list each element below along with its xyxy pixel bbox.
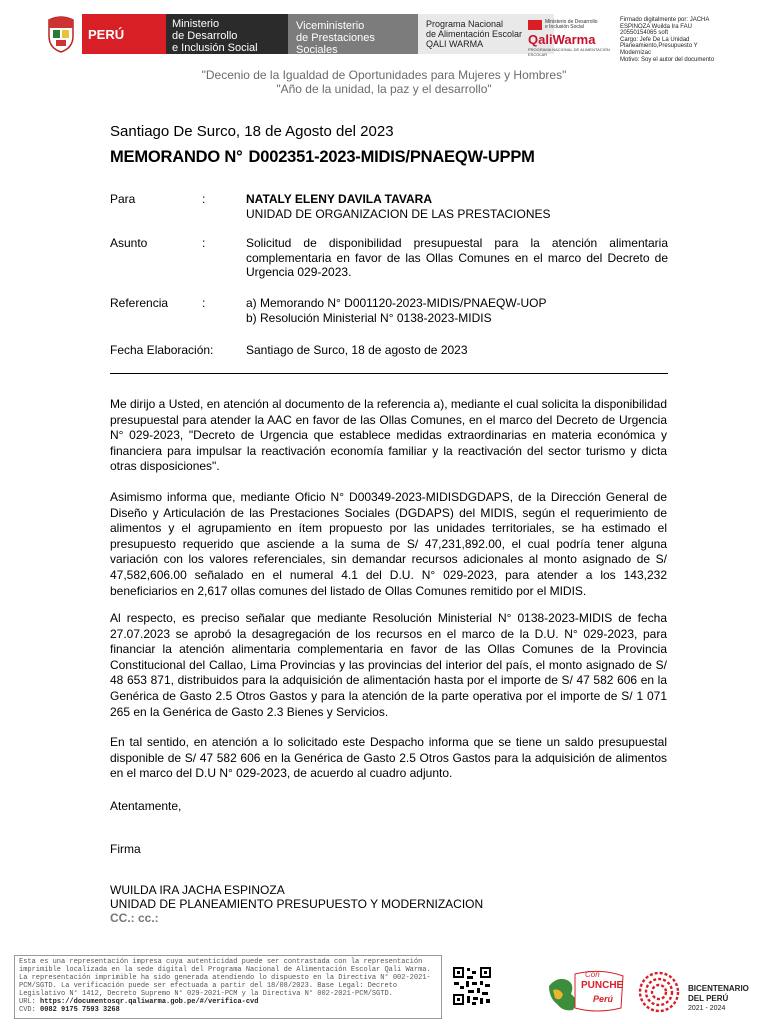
qaliwarma-logo (528, 19, 614, 57)
anio-text: "Año de la unidad, la paz y el desarrollo" (276, 82, 492, 96)
field-referencia (110, 296, 670, 326)
institution-header (44, 14, 554, 54)
firma-label: Firma (110, 842, 141, 856)
sig-line-2: ESPINOZA Wuilda Ira FAU (620, 23, 692, 30)
para-label: Para (110, 192, 136, 206)
bicentenario-text (688, 984, 749, 1014)
con-punche-peru-logo (545, 968, 627, 1014)
field-fecha (110, 343, 670, 359)
qw-mini-line-2: e Inclusión Social (545, 24, 584, 30)
verification-url[interactable]: https://documentosqr.qaliwarma.gob.pe/#/verifica-cvd (40, 998, 259, 1006)
signer-unit: UNIDAD DE PLANEAMIENTO PRESUPUESTO Y MODERNIZACION (110, 897, 484, 911)
ministry-line-1: Ministerio (172, 18, 220, 30)
sig-line-5: Planeamiento,Presupuesto Y (620, 43, 698, 50)
punche-peru: Perú (593, 994, 614, 1004)
para-name: NATALY ELENY DAVILA TAVARA (246, 192, 433, 206)
program-line-2: de Alimentación Escolar (426, 29, 523, 39)
sig-line-1: Firmado digitalmente por: JACHA (620, 17, 710, 23)
bicentenario-emblem-icon (632, 970, 686, 1014)
para-colon: : (202, 192, 206, 206)
signer-name: WUILDA IRA JACHA ESPINOZA (110, 883, 285, 897)
paragraph-1: Me dirijo a Usted, en atención al documento de la referencia a), mediante el cual solicita la disponibilidad presupuestal para atender la AAC en favor de las Ollas Comunes, en el marco del Decreto de Urgencia N° 029-2023, "Decreto de Urgencia que establece medidas extraordinarias en materia económica y financiera para impulsar la reactivación economía familiar y la reactivación del sector turismo y dicta otras disposiciones". (110, 397, 667, 474)
qw-mini-line-1: Ministerio de Desarrollo (545, 19, 598, 25)
cc-line: CC.: cc.: (110, 911, 159, 925)
digital-signature (620, 17, 750, 63)
sig-line-7: Motivo: Soy el autor del documento (620, 56, 715, 63)
qw-tagline: PROGRAMA NACIONAL DE ALIMENTACIÓN ESCOLAR (528, 47, 610, 57)
punche-con: Con (585, 970, 600, 979)
ministry-line-3: e Inclusión Social (172, 42, 258, 54)
signer-block (110, 883, 483, 911)
bic-line-1: BICENTENARIO (688, 984, 749, 993)
vice-line-1: Viceministerio (296, 20, 365, 32)
bic-line-2: DEL PERÚ (688, 994, 729, 1003)
url-label: URL: (19, 998, 36, 1006)
paragraph-4: En tal sentido, en atención a lo solicitado este Despacho informa que se tiene un saldo presupuestal disponible de S/ 47 582 606 en la Genérica de Gasto 2.5 Otros Gastos para la adquisición de alimentos en el marco del D.U N° 029-2023, de acuerdo al cuadro adjunto. (110, 735, 667, 781)
official-year-names (0, 68, 768, 96)
asunto-value: Solicitud de disponibilidad presupuestal para la atención alimentaria complementaria en favor de las Ollas Comunes en el marco del Decreto de Urgencia 029-2023. (246, 236, 668, 279)
decenio-text: "Decenio de la Igualdad de Oportunidades para Mujeres y Hombres" (201, 68, 567, 82)
divider (110, 373, 668, 374)
verification-box (14, 955, 442, 1019)
ministry-box (166, 14, 288, 54)
memo-label: MEMORANDO N° (110, 148, 243, 166)
fecha-label: Fecha Elaboración: (110, 343, 214, 357)
field-para (110, 192, 670, 222)
memo-number: D002351-2023-MIDIS/PNAEQW-UPPM (248, 148, 535, 166)
memo-title (110, 148, 535, 167)
qw-brand: QaliWarma (528, 32, 596, 47)
sig-line-3: 20550154065 soft (620, 30, 669, 37)
viceministry-box (288, 14, 418, 54)
sig-line-4: Cargo: Jefe De La Unidad (620, 36, 690, 43)
peru-flag-icon (528, 20, 542, 30)
program-line-3: QALI WARMA (426, 39, 484, 49)
ref-colon: : (202, 296, 206, 310)
verification-text: Esta es una representación impresa cuya autenticidad puede ser contrastada con la representación imprimible localizada en la sede digital del Programa Nacional de Alimentación Escolar Qali Warma. La representación imprimible ha sido generada atendiendo lo dispuesto en la Directiva N° 002-2021-PCM/SGTD. La verificación puede ser efectuada a partir del 18/08/2023. Base Legal: Decreto Legislativo N° 1412, Decreto Supremo N° 029-2021-PCM y la Directiva N° 002-2021-PCM/SGTD. (19, 958, 431, 998)
program-line-1: Programa Nacional (426, 19, 504, 29)
paragraph-2: Asimismo informa que, mediante Oficio N° D00349-2023-MIDISDGDAPS, de la Dirección General de Diseño y Articulación de las Prestaciones Sociales (DGDAPS) del MIDIS, según el requerimiento de alimentos y el agrupamiento en ítem propuesto por las unidades territoriales, se ha estimado el presupuesto requerido que asciende a la suma de S/ 47,231,892.00, el cual podría tener alguna variación con los valores referenciales, sin demandar recursos adicionales al monto asignado de S/ 47,582,606.00 señalado en el numeral 4.1 del D.U. N° 029-2023, para atender a los 143,232 beneficiarios en 2,617 ollas comunes del listado de Ollas Comunes remitido por el MIDIS. (110, 490, 667, 598)
peru-label: PERÚ (88, 26, 125, 42)
sig-line-6: Modernizac (620, 49, 652, 56)
closing: Atentamente, (110, 799, 182, 813)
bic-line-3: 2021 - 2024 (688, 1005, 726, 1012)
fecha-value: Santiago de Surco, 18 de agosto de 2023 (246, 343, 468, 357)
asunto-label: Asunto (110, 236, 148, 250)
para-unit: UNIDAD DE ORGANIZACION DE LAS PRESTACIONES (246, 206, 551, 221)
paragraph-3: Al respecto, es preciso señalar que mediante Resolución Ministerial N° 0138-2023-MIDIS de fecha 27.07.2023 se aprobó la desagregación de los recursos en el marco de la D.U. N° 029-2023, para financiar la atención alimentaria complementaria en favor de las Ollas Comunes de la Provincia Constitucional del Callao, Lima Provincias y las provincias del interior del país, el monto asignado de S/ 48 653 871, distribuidos para la adquisición de alimentación hasta por el importe de S/ 47 582 606 en la Genérica de Gasto 2.5 Otros Gastos y para la atención de la parte operativa por el importe de S/ 1 071 265 en la Genérica de Gasto 2.3 Bienes y Servicios. (110, 611, 667, 719)
ref-label: Referencia (110, 296, 169, 310)
cvd-label: CVD: (19, 1006, 36, 1014)
field-asunto (110, 236, 670, 282)
place-date: Santiago De Surco, 18 de Agosto del 2023 (110, 123, 394, 140)
coat-of-arms-icon (44, 14, 78, 54)
qr-code-icon[interactable] (452, 966, 492, 1006)
punche-main: PUNCHE (581, 980, 624, 991)
cvd-code: 0082 9175 7593 3268 (40, 1006, 120, 1014)
asunto-colon: : (202, 236, 206, 250)
ref-b: b) Resolución Ministerial N° 0138-2023-MIDIS (246, 310, 492, 325)
ref-a: a) Memorando N° D001120-2023-MIDIS/PNAEQW-UOP (246, 296, 547, 310)
peru-brand (82, 14, 166, 54)
vice-line-2: de Prestaciones Sociales (296, 32, 375, 56)
ministry-line-2: de Desarrollo (172, 30, 238, 42)
